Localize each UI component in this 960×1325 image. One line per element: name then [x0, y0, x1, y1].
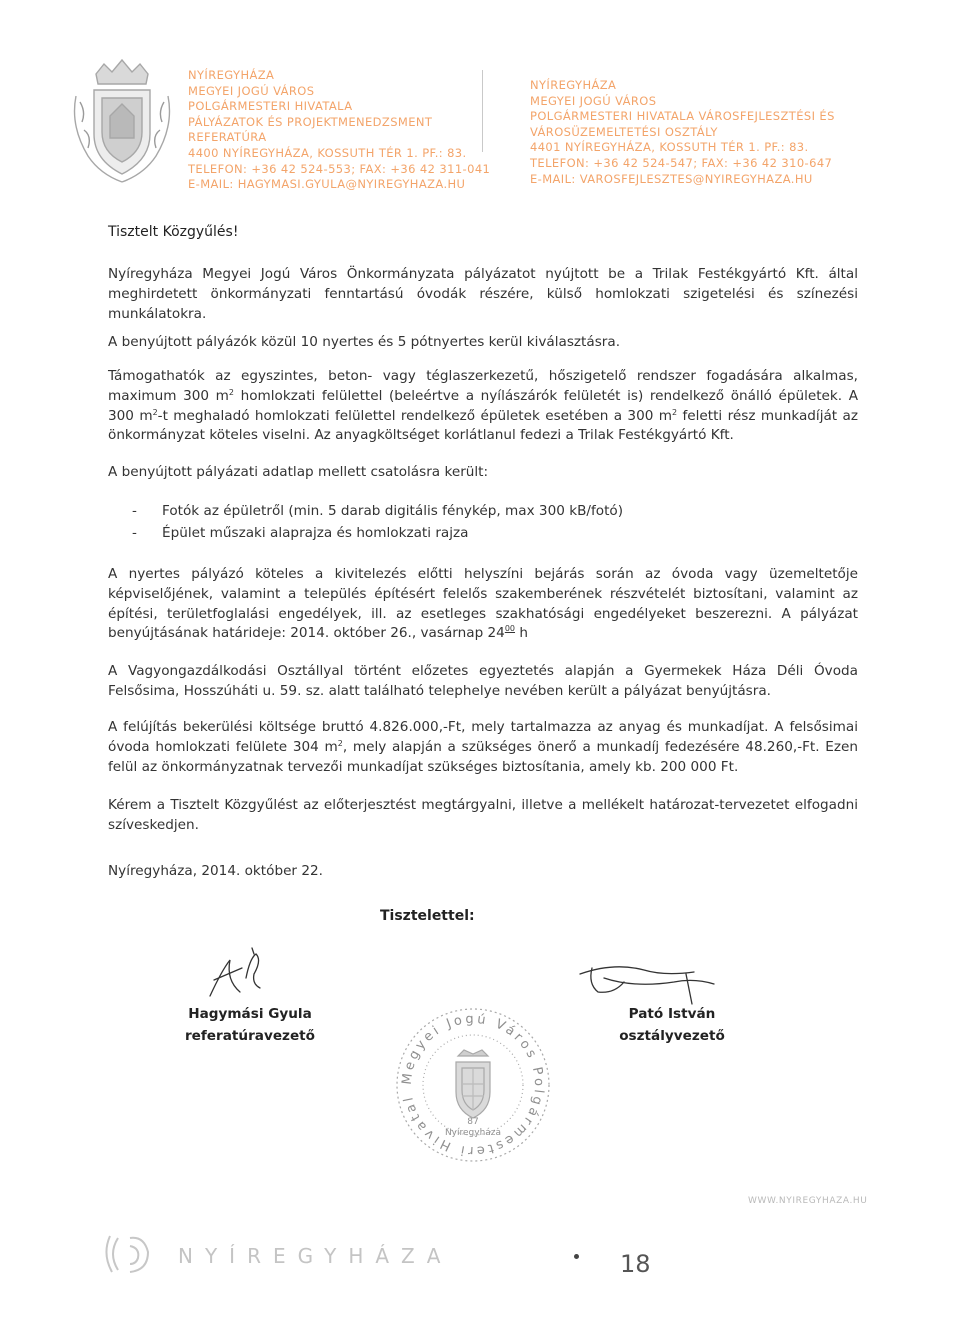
letterhead-email: E-MAIL: VAROSFEJLESZTES@NYIREGYHAZA.HU [530, 171, 813, 186]
signatory-name: Pató István [628, 1006, 716, 1022]
paragraph-obligations [108, 565, 858, 644]
letterhead-line: TELEFON: +36 42 524-553; FAX: +36 42 311-041 [188, 161, 491, 176]
letterhead-right [530, 78, 835, 187]
letterhead-line: 4400 NYÍREGYHÁZA, KOSSUTH TÉR 1. PF.: 83. [188, 145, 467, 160]
official-stamp [388, 1000, 558, 1170]
city-logo-icon [100, 1228, 160, 1280]
superscript: 2 [152, 407, 158, 417]
stamp-ring-text: Megyei Jogú Város Polgármesteri Hivatal [399, 1011, 547, 1159]
superscript: 2 [228, 387, 234, 397]
letterhead-line: POLGÁRMESTERI HIVATALA VÁROSFEJLESZTÉSI ÉS [530, 109, 835, 124]
paragraph-intro: Nyíregyháza Megyei Jogú Város Önkormányzata pályázatot nyújtott be a Trilak Festékgyártó Kft. által meghirdetett önkormányzati fenntartású óvodák részére, külső homlokzati szigetelési és színezési munkálatokra. [108, 266, 858, 322]
letterhead-line: POLGÁRMESTERI HIVATALA [188, 99, 353, 114]
text-segment: , mely alapján a szükséges önerő a munkadíj fedezésére 48.260,-Ft. Ezen felül az önkormányzatnak tervezői munkadíjat szükséges biztosítania, amely kb. 200 000 Ft. [108, 738, 858, 775]
list-dash: - [132, 503, 137, 519]
superscript: 2 [672, 407, 678, 417]
signatory-title: referatúravezető [184, 1028, 316, 1044]
list-item [132, 522, 623, 544]
signatory-title: osztályvezető [619, 1028, 725, 1044]
signatory-right [604, 1003, 740, 1047]
signature-hagymasi [200, 940, 280, 1010]
text-segment: A nyertes pályázó köteles a kivitelezés előtti helyszíni bejárás során az óvoda vagy üzemeltetője képviselőjének, valamint a település építésért felelős szakemberének részvételét biztosítani, valamint az építési, területfoglalási engedélyek, ill. az esetleges szakhatósági engedélyeket beszerezni. A pályázat benyújtásának határideje: 2014. október 26., vasárnap 24 [108, 566, 858, 642]
paragraph-eligibility [108, 367, 858, 446]
letterhead-email: E-MAIL: HAGYMASI.GYULA@NYIREGYHAZA.HU [188, 177, 466, 192]
footer-url: WWW.NYIREGYHAZA.HU [748, 1196, 868, 1206]
paragraph-costs [108, 718, 858, 777]
footer-dot [574, 1254, 579, 1259]
paragraph-request: Kérem a Tisztelt Közgyűlést az előterjesztést megtárgyalni, illetve a mellékelt határozat-tervezetet elfogadni szíveskedjen. [108, 797, 858, 833]
salutation: Tisztelt Közgyűlés! [108, 224, 239, 240]
footer-city-name: NYÍREGYHÁZA [178, 1244, 453, 1268]
superscript: 00 [504, 624, 516, 634]
letterhead-line: TELEFON: +36 42 524-547; FAX: +36 42 310-647 [530, 155, 833, 170]
letterhead-line: 4401 NYÍREGYHÁZA, KOSSUTH TÉR 1. PF.: 83. [530, 140, 809, 155]
city-coat-of-arms-icon [66, 56, 178, 186]
text-segment: Támogathatók az egyszintes, beton- vagy téglaszerkezetű, hőszigetelő rendszer fogadására alkalmas, maximum 300 m [108, 368, 858, 404]
text-segment: h [515, 625, 528, 642]
page-number: 18 [620, 1250, 651, 1278]
list-item-text: Fotók az épületről (min. 5 darab digitális fénykép, max 300 kB/fotó) [162, 503, 624, 519]
letterhead-line: REFERATÚRA [188, 130, 267, 145]
text-segment: A felújítás bekerülési költsége bruttó 4.826.000,-Ft, mely tartalmazza az anyag és munkadíjat. A felsősimai óvoda homlokzati felülete 304 m [108, 719, 858, 755]
list-dash: - [132, 525, 137, 541]
stamp-number: 87 [467, 1117, 479, 1127]
letterhead-left [188, 68, 490, 193]
text-segment: feletti rész munkadíját az önkormányzat köteles viselni. Az anyagköltséget korlátlanul fedezi a Trilak Festékgyártó Kft. [108, 407, 858, 444]
letterhead-line: MEGYEI JOGÚ VÁROS [188, 83, 315, 98]
letterhead-line: PÁLYÁZATOK ÉS PROJEKTMENEDZSMENT [188, 114, 433, 129]
letterhead-line: NYÍREGYHÁZA [530, 78, 617, 92]
paragraph-submission: A Vagyongazdálkodási Osztállyal történt előzetes egyeztetés alapján a Gyermekek Háza Déli Óvoda Felsősima, Hosszúháti u. 59. sz. alatt található telephelye nevében került a pályázat benyújtásra. [108, 663, 858, 699]
closing: Tisztelettel: [380, 908, 475, 924]
signatory-name: Hagymási Gyula [188, 1006, 312, 1022]
stamp-inner-text: Nyíregyháza [444, 1128, 502, 1138]
paragraph-winners: A benyújtott pályázók közül 10 nyertes és 5 pótnyertes kerül kiválasztásra. [108, 334, 621, 350]
letterhead-line: MEGYEI JOGÚ VÁROS [530, 93, 657, 108]
attachment-list [132, 500, 623, 544]
text-segment: homlokzati felülettel (beleértve a nyílászárók felületét is) rendelkező önálló épületek. A 300 m [108, 387, 858, 424]
date-line: Nyíregyháza, 2014. október 22. [108, 863, 323, 879]
signatory-left [182, 1003, 318, 1047]
list-item-text: Épület műszaki alaprajza és homlokzati rajza [162, 525, 469, 541]
paragraph-attachments-intro: A benyújtott pályázati adatlap mellett csatolásra került: [108, 464, 489, 480]
letterhead-divider [482, 70, 483, 152]
text-segment: -t meghaladó homlokzati felülettel rendelkező épületek esetében a 300 m [157, 407, 672, 424]
superscript: 2 [337, 738, 343, 748]
letterhead-line: NYÍREGYHÁZA [188, 68, 275, 82]
letterhead-line: VÁROSÜZEMELTETÉSI OSZTÁLY [530, 124, 718, 139]
list-item [132, 500, 623, 522]
